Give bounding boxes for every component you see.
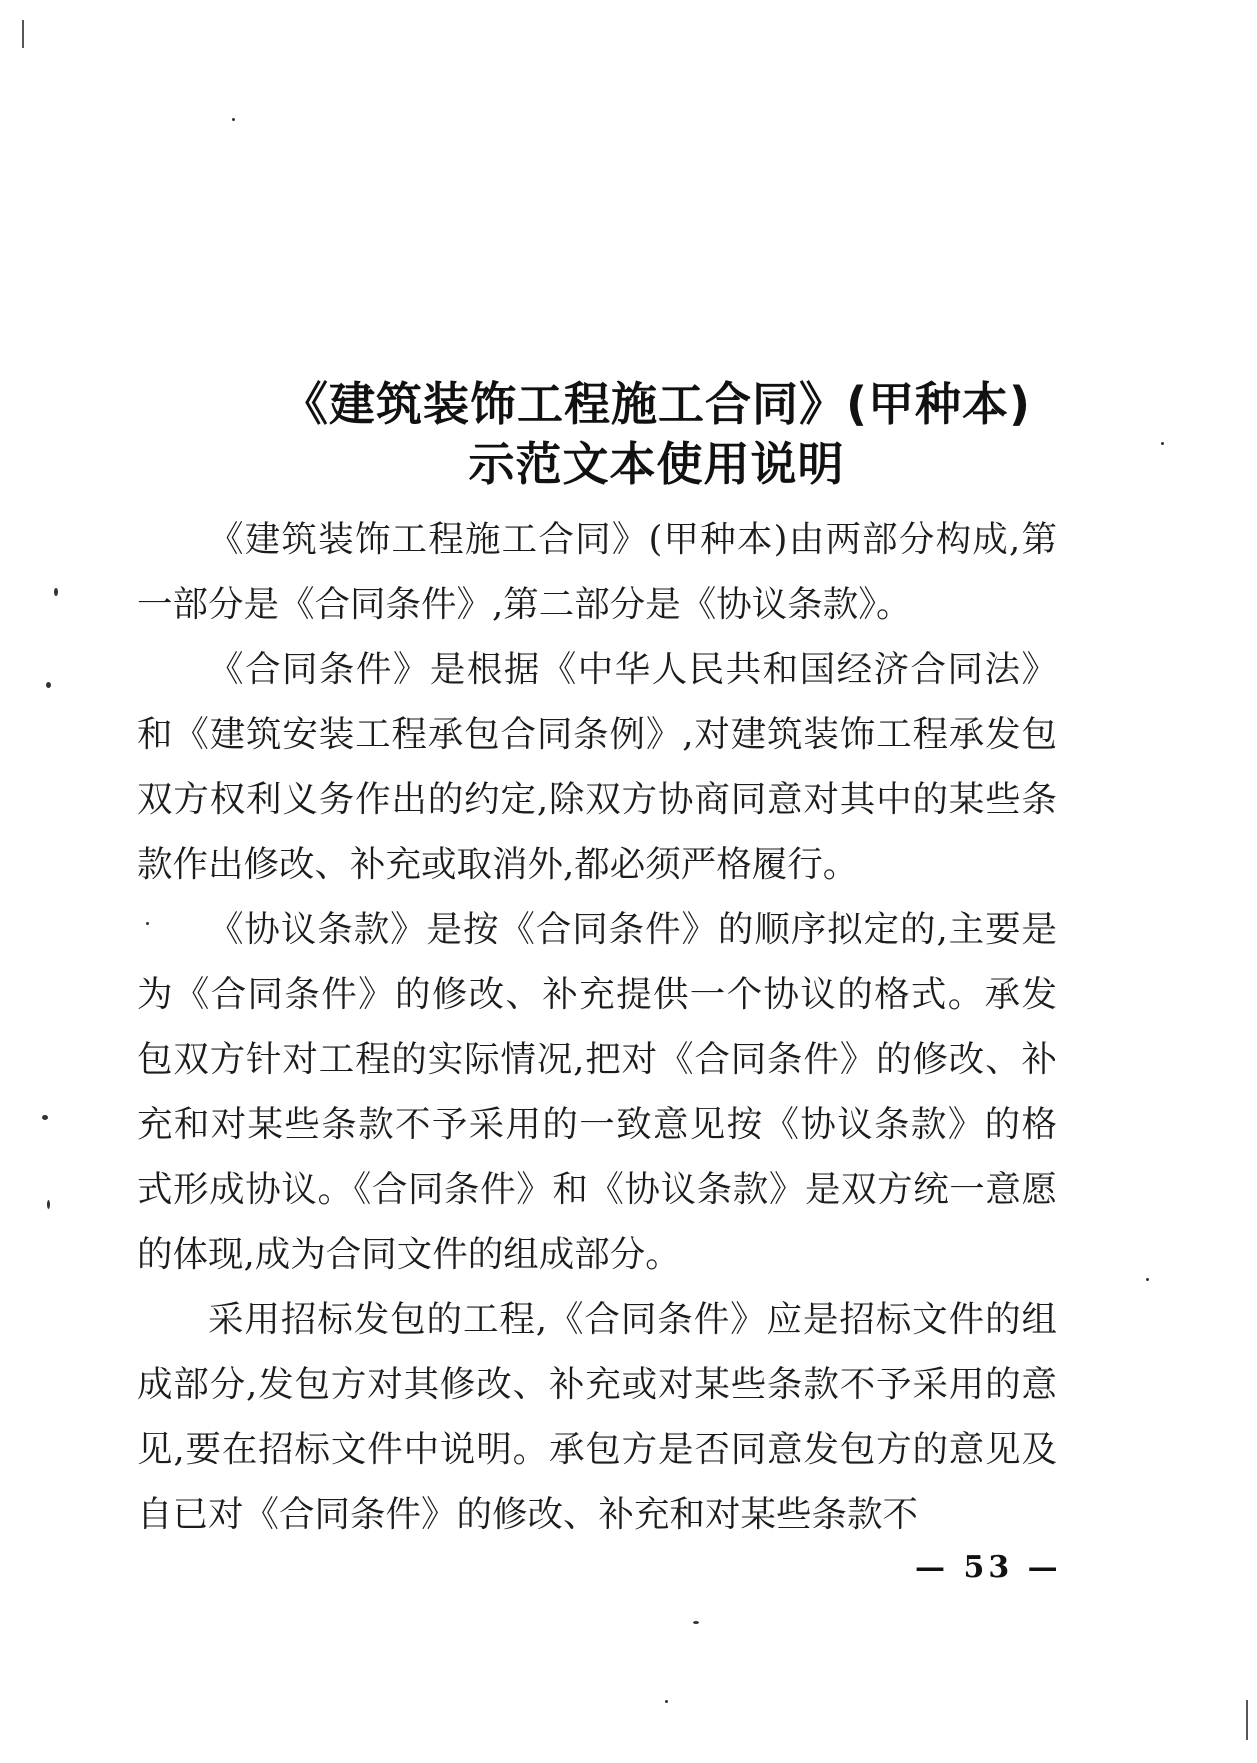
scan-speck — [54, 588, 58, 596]
scan-margin-mark-bottom-right — [1246, 1700, 1248, 1740]
scan-speck — [47, 1200, 50, 1209]
paragraph-1: 《建筑装饰工程施工合同》(甲种本)由两部分构成,第一部分是《合同条件》,第二部分是《协议条款》。 — [137, 519, 1057, 625]
scan-speck — [665, 1700, 668, 1703]
paragraph-3: 《协议条款》是按《合同条件》的顺序拟定的,主要是为《合同条件》的修改、补充提供一个协议的格式。承发包双方针对工程的实际情况,把对《合同条件》的修改、补充和对某些条款不予采用的一致意见按《协议条款》的格式形成协议。《合同条件》和《协议条款》是双方统一意愿的体现,成为合同文件的组成部分。 — [137, 909, 1057, 1275]
scan-speck — [1146, 1278, 1149, 1281]
scan-speck — [146, 922, 149, 925]
document-body — [137, 507, 1057, 1547]
document-title-line-2: 示范文本使用说明 — [468, 437, 845, 491]
scan-speck — [46, 682, 51, 688]
scan-speck — [693, 1621, 699, 1624]
scan-speck — [42, 1115, 48, 1120]
document-title-line-1: 《建筑装饰工程施工合同》(甲种本) — [281, 377, 1032, 431]
paragraph-4: 采用招标发包的工程,《合同条件》应是招标文件的组成部分,发包方对其修改、补充或对某些条款不予采用的意见,要在招标文件中说明。承包方是否同意发包方的意见及自已对《合同条件》的修改、补充和对某些条款不 — [137, 1299, 1057, 1535]
paragraph-2: 《合同条件》是根据《中华人民共和国经济合同法》和《建筑安装工程承包合同条例》,对建筑装饰工程承发包双方权利义务作出的约定,除双方协商同意对其中的某些条款作出修改、补充或取消外,都必须严格履行。 — [137, 649, 1057, 885]
scan-speck — [232, 118, 235, 121]
scan-margin-mark-top-left — [22, 20, 24, 48]
page-number: — 53 — — [915, 1550, 1062, 1585]
scan-speck — [1161, 442, 1164, 445]
